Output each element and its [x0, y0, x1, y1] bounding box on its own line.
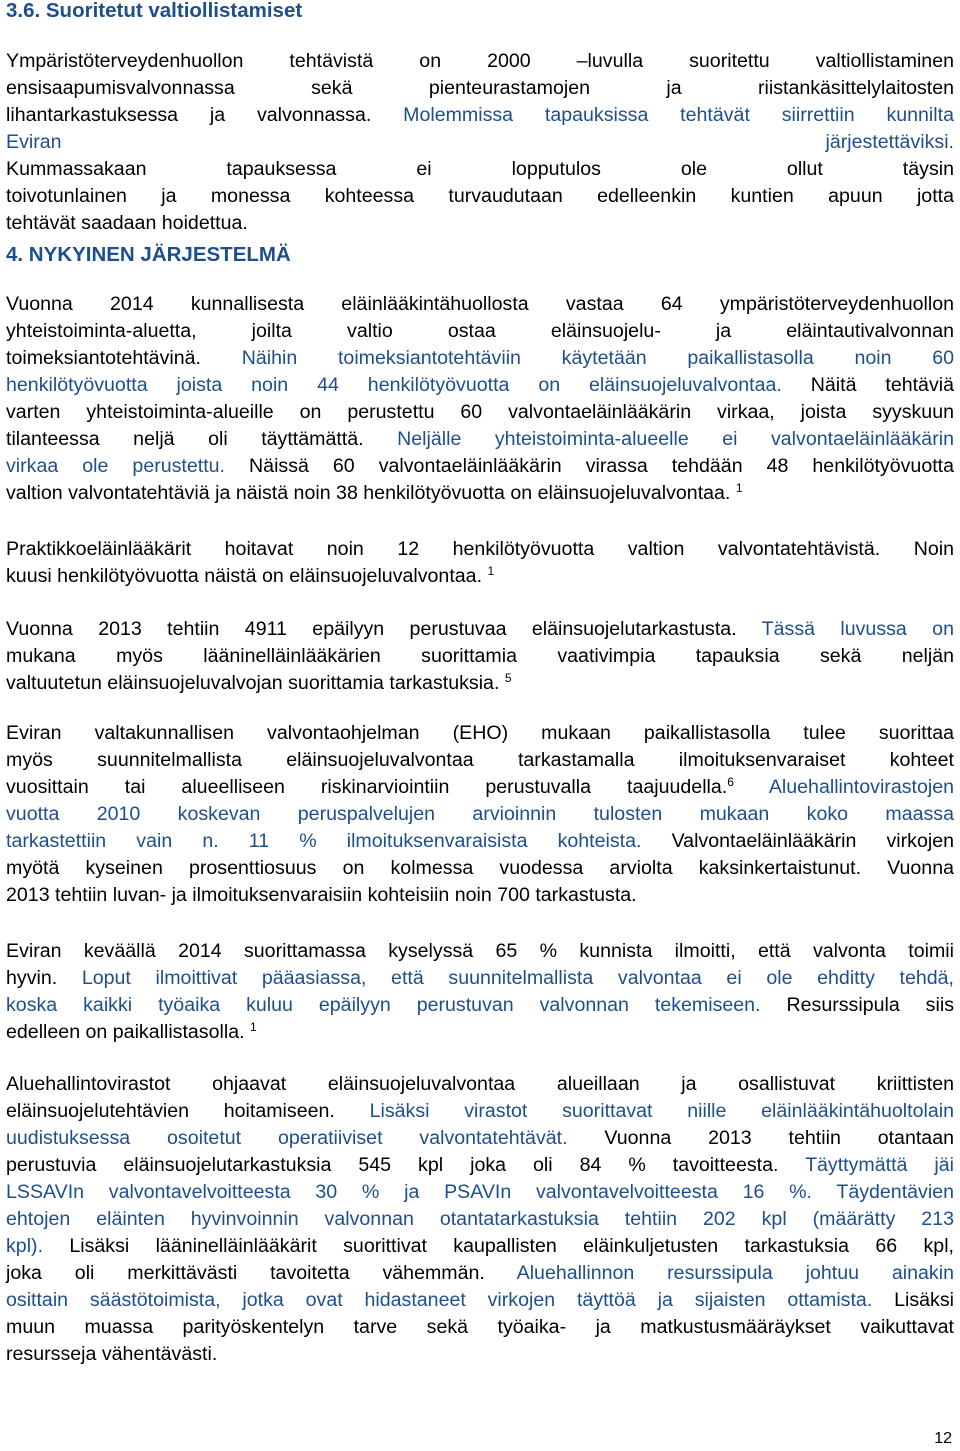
- heading-4: 4. NYKYINEN JÄRJESTELMÄ: [6, 243, 291, 266]
- footnote-ref: 1: [250, 1020, 257, 1034]
- footnote-ref: 6: [727, 775, 734, 789]
- paragraph-eho: Eviran valtakunnallisen valvontaohjelman (EHO) mukaan paikallistasolla tulee suorittaa myös suunnitelmallista eläinsuojeluvalvontaa tarkastamalla ilmoituksenvaraiset kohteet vuosittain tai alueelliseen riskinarviointiin perustuvalla taajuudella.$^6$ Aluehallintovirastojen vuotta 2010 koskevan peruspalvelujen arvioinnin tulosten mukaan koko maassa tarkastettiin vain n. 11 % ilmoituksenvaraisista kohteista. Valvontaeläinlääkärin virkojen myötä kyseinen prosenttiosuus on kolmessa vuodessa arviolta kaksinkertaistunut. Vuonna 2013 tehtiin luvan- ja ilmoituksenvaraisiin kohteisiin noin 700 tarkastusta.: [6, 722, 955, 906]
- page-number: 12: [934, 1430, 952, 1447]
- footnote-ref: 1: [487, 564, 495, 578]
- paragraph-valtiollistamiset: Ympäristöterveydenhuollon tehtävistä on 2000 –luvulla suoritettu valtiollistaminen ensisaapumisvalvonnassa sekä pienteurastamojen ja riistankäsittelylaitosten lihantarkastuksessa ja valvonnassa. Molemmissa tapauksissa tehtävät siirrettiin kunnilta Eviran järjestettäviksi. Kummassakaan tapauksessa ei lopputulos ole ollut täysin toivotunlainen ja monessa kohteessa turvaudutaan edelleenkin kuntien apuun jotta tehtävät saadaan hoidettua.: [6, 50, 954, 234]
- footnote-ref: 5: [504, 671, 512, 685]
- paragraph-tarkastukset-2013: Vuonna 2013 tehtiin 4911 epäilyyn perustuvaa eläinsuojelutarkastusta. Tässä luvussa on mukana myös lääninelläinlääkärien suorittamia vaativimpia tapauksia sekä neljän valtuutetun eläinsuojeluvalvojan suorittamia tarkastuksia. $^5$: [6, 618, 954, 694]
- paragraph-kysely-2014: Eviran keväällä 2014 suorittamassa kyselyssä 65 % kunnista ilmoitti, että valvonta toimii hyvin. Loput ilmoittivat pääasiassa, että suunnitelmallista valvontaa ei ole ehditty tehdä, koska kaikki työaika kuluu epäilyyn perustuvan valvonnan tekemiseen. Resurssipula siis edelleen on paikallistasolla. $^1$: [6, 940, 954, 1043]
- heading-3-6: 3.6. Suoritetut valtiollistamiset: [6, 0, 303, 22]
- paragraph-elainlaakintahuolto: Vuonna 2014 kunnallisesta eläinlääkintähuollosta vastaa 64 ympäristöterveydenhuollon yhteistoiminta-aluetta, joilta valtio ostaa eläinsuojelu- ja eläintautivalvonnan toimeksiantotehtävinä. Näihin toimeksiantotehtäviin käytetään paikallistasolla noin 60 henkilötyövuotta joista noin 44 henkilötyövuotta on eläinsuojeluvalvontaa. Näitä tehtäviä varten yhteistoiminta-alueille on perustettu 60 valvontaeläinlääkärin virkaa, joista syyskuun tilanteessa neljä oli täyttämättä. Neljälle yhteistoiminta-alueelle ei valvontaeläinlääkärin virkaa ole perustettu. Näissä 60 valvontaeläinlääkärin virassa tehdään 48 henkilötyövuotta valtion valvontatehtäviä ja näistä noin 38 henkilötyövuotta on eläinsuojeluvalvontaa. $^1$: [6, 293, 955, 504]
- paragraph-aluehallintovirastot: Aluehallintovirastot ohjaavat eläinsuojeluvalvontaa alueillaan ja osallistuvat kriittisten eläinsuojelutehtävien hoitamiseen. Lisäksi virastot suorittavat niille eläinlääkintähuoltolain uudistuksessa osoitetut operatiiviset valvontatehtävät. Vuonna 2013 tehtiin otantaan perustuvia eläinsuojelutarkastuksia 545 kpl joka oli 84 % tavoitteesta. Täyttymättä jäi LSSAVIn valvontavelvoitteesta 30 % ja PSAVIn valvontavelvoitteesta 16 %. Täydentävien ehtojen eläinten hyvinvoinnin valvonnan otantatarkastuksia tehtiin 202 kpl (määrätty 213 kpl). Lisäksi lääninelläinlääkärit suorittivat kaupallisten eläinkuljetusten tarkastuksia 66 kpl, joka oli merkittävästi tavoitetta vähemmän. Aluehallinnon resurssipula johtuu ainakin osittain säästötoimista, jotka ovat hidastaneet virkojen täyttöä ja sijaisten ottamista. Lisäksi muun muassa parityöskentelyn tarve sekä työaika- ja matkustusmääräykset vaikuttavat resursseja vähentävästi.: [6, 1073, 954, 1365]
- paragraph-praktikot: Praktikkoeläinlääkärit hoitavat noin 12 henkilötyövuotta valtion valvontatehtävistä. Noin kuusi henkilötyövuotta näistä on eläinsuojeluvalvontaa. $^1$: [6, 538, 954, 587]
- footnote-ref: 1: [735, 481, 743, 495]
